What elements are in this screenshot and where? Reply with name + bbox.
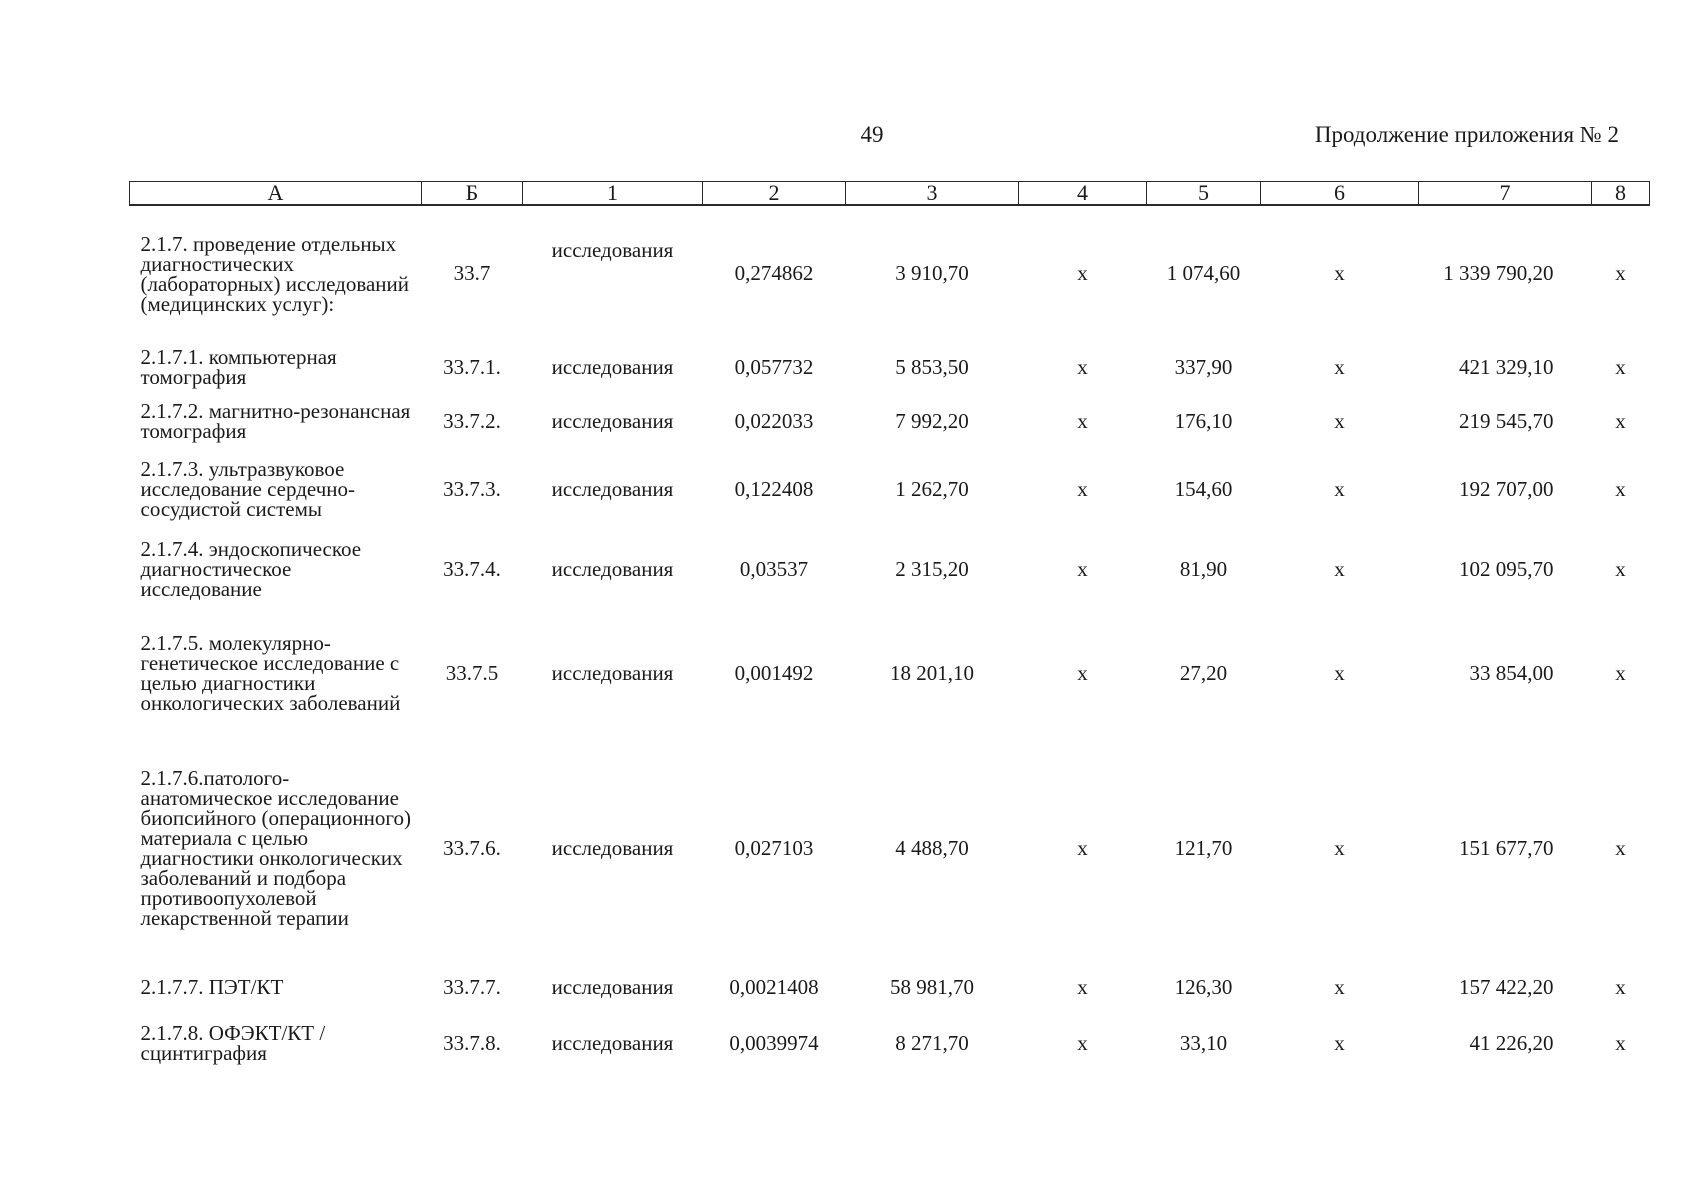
- cell-col7: 151 677,70: [1459, 835, 1554, 860]
- cell-col2: 0,0039974: [729, 1030, 819, 1055]
- cell-col2: 0,001492: [734, 660, 814, 685]
- cell-col3: 2 315,20: [895, 556, 969, 581]
- cell-col6: x: [1334, 1030, 1345, 1055]
- cell-col8: x: [1615, 354, 1626, 379]
- cell-col6: x: [1334, 660, 1345, 685]
- cell-col6: x: [1334, 974, 1345, 999]
- row-name: 2.1.7.4. эндоскопическое диагностическое исследование: [140, 537, 362, 601]
- cell-col8: x: [1615, 835, 1626, 860]
- column-header: 1: [523, 182, 703, 206]
- cell-col7: 41 226,20: [1469, 1030, 1554, 1055]
- cell-col5: 1 074,60: [1166, 261, 1241, 285]
- row-unit: исследования: [551, 660, 674, 685]
- row-code: 33.7.2.: [443, 408, 501, 433]
- row-unit: исследования: [551, 354, 674, 379]
- column-header: Б: [422, 182, 523, 206]
- table-header-row: [130, 182, 1650, 206]
- table-row: [130, 449, 1650, 529]
- column-header: 3: [846, 182, 1019, 206]
- row-code: 33.7.4.: [443, 556, 501, 581]
- cell-col2: 0,0021408: [729, 974, 819, 999]
- table-row: [130, 959, 1650, 1015]
- cell-col2: 0,122408: [734, 476, 814, 501]
- cell-col8: x: [1615, 261, 1626, 285]
- row-unit: исследования: [551, 556, 674, 581]
- cell-col7: 421 329,10: [1459, 354, 1554, 379]
- cell-col4: x: [1077, 835, 1088, 860]
- cell-col3: 1 262,70: [895, 476, 969, 501]
- table-row: [130, 205, 1650, 341]
- cell-col8: x: [1615, 974, 1626, 999]
- table-row: [130, 737, 1650, 959]
- cell-col7: 33 854,00: [1469, 660, 1554, 685]
- row-code: 33.7.3.: [443, 476, 501, 501]
- column-header: А: [130, 182, 422, 206]
- cell-col3: 8 271,70: [895, 1030, 969, 1055]
- cell-col3: 58 981,70: [890, 974, 974, 999]
- row-code: 33.7.7.: [443, 974, 501, 999]
- cell-col4: x: [1077, 354, 1088, 379]
- table-row: [130, 609, 1650, 737]
- cell-col5: 121,70: [1174, 835, 1233, 860]
- table-row: [130, 1015, 1650, 1071]
- cell-col3: 18 201,10: [890, 660, 974, 685]
- row-name: 2.1.7.6.патолого-анатомическое исследование биопсийного (операционного) материала с целью диагностики онкологических заболеваний и подбора противоопухолевой лекарственной терапии: [140, 766, 411, 930]
- column-header: 4: [1019, 182, 1147, 206]
- cell-col4: x: [1077, 476, 1088, 501]
- cell-col8: x: [1615, 476, 1626, 501]
- cell-col4: x: [1077, 408, 1088, 433]
- cell-col7: 219 545,70: [1459, 408, 1554, 433]
- cell-col6: x: [1334, 408, 1345, 433]
- page-number: 49: [860, 122, 884, 147]
- cell-col8: x: [1615, 556, 1626, 581]
- row-unit: исследования: [551, 238, 674, 262]
- table-row: [130, 341, 1650, 393]
- column-header: 8: [1592, 182, 1650, 206]
- cell-col8: x: [1615, 1030, 1626, 1055]
- cell-col5: 27,20: [1179, 660, 1228, 685]
- cell-col6: x: [1334, 835, 1345, 860]
- cell-col7: 102 095,70: [1459, 556, 1554, 581]
- cell-col6: x: [1334, 354, 1345, 379]
- cell-col7: 192 707,00: [1459, 476, 1554, 501]
- cell-col5: 126,30: [1174, 974, 1233, 999]
- cell-col2: 0,027103: [734, 835, 814, 860]
- cell-col2: 0,057732: [734, 354, 814, 379]
- cell-col3: 7 992,20: [895, 408, 969, 433]
- row-code: 33.7.8.: [443, 1030, 501, 1055]
- cell-col4: x: [1077, 660, 1088, 685]
- column-header: 2: [703, 182, 846, 206]
- row-name: 2.1.7.7. ПЭТ/КТ: [140, 975, 284, 999]
- row-name: 2.1.7. проведение отдельных диагностических (лабораторных) исследований (медицинских услуг):: [140, 231, 410, 316]
- row-name: 2.1.7.5. молекулярно-генетическое исследование с целью диагностики онкологических заболеваний: [140, 631, 401, 715]
- row-code: 33.7.1.: [443, 354, 501, 379]
- cell-col5: 337,90: [1174, 354, 1233, 379]
- cell-col2: 0,022033: [734, 408, 814, 433]
- row-unit: исследования: [551, 974, 674, 999]
- cell-col6: x: [1334, 261, 1345, 285]
- column-header: 5: [1147, 182, 1261, 206]
- row-name: 2.1.7.8. ОФЭКТ/КТ /сцинтиграфия: [140, 1021, 326, 1065]
- row-name: 2.1.7.3. ультразвуковое исследование сердечно-сосудистой системы: [140, 457, 355, 521]
- cell-col7: 157 422,20: [1459, 974, 1554, 999]
- row-unit: исследования: [551, 835, 674, 860]
- table-row: [130, 529, 1650, 609]
- cell-col5: 33,10: [1179, 1030, 1228, 1055]
- cell-col7: 1 339 790,20: [1443, 261, 1554, 285]
- cell-col4: x: [1077, 261, 1088, 285]
- cell-col4: x: [1077, 556, 1088, 581]
- cell-col3: 3 910,70: [895, 261, 969, 285]
- cell-col5: 81,90: [1179, 556, 1228, 581]
- row-code: 33.7: [453, 261, 491, 285]
- cell-col6: x: [1334, 556, 1345, 581]
- row-unit: исследования: [551, 476, 674, 501]
- column-header: 6: [1261, 182, 1419, 206]
- cell-col3: 5 853,50: [895, 354, 969, 379]
- cell-col2: 0,274862: [734, 261, 814, 285]
- row-name: 2.1.7.2. магнитно-резонансная томография: [140, 399, 411, 443]
- cell-col6: x: [1334, 476, 1345, 501]
- tariff-table: [129, 181, 1650, 1071]
- cell-col8: x: [1615, 660, 1626, 685]
- cell-col8: x: [1615, 408, 1626, 433]
- cell-col4: x: [1077, 1030, 1088, 1055]
- row-unit: исследования: [551, 408, 674, 433]
- row-unit: исследования: [551, 1030, 674, 1055]
- table-row: [130, 393, 1650, 449]
- column-header: 7: [1419, 182, 1592, 206]
- cell-col5: 176,10: [1174, 408, 1233, 433]
- cell-col4: x: [1077, 974, 1088, 999]
- row-name: 2.1.7.1. компьютерная томография: [140, 345, 337, 389]
- row-code: 33.7.5: [445, 660, 499, 685]
- cell-col2: 0,03537: [739, 556, 809, 581]
- cell-col5: 154,60: [1174, 476, 1233, 501]
- row-code: 33.7.6.: [443, 835, 501, 860]
- appendix-title: Продолжение приложения № 2: [1314, 122, 1619, 147]
- cell-col3: 4 488,70: [895, 835, 969, 860]
